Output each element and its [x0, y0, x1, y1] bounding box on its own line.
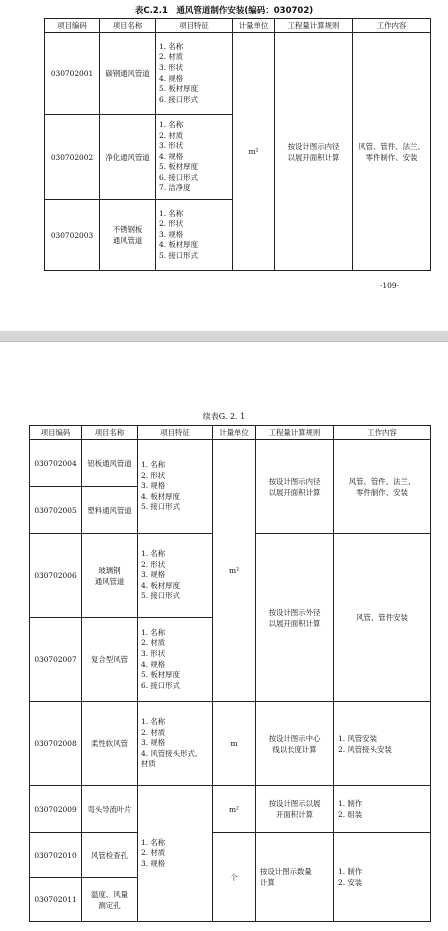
rule-text: 按设计图示以展 开面积计算 — [268, 799, 321, 819]
rule-text: 按设计图示中心 线以长度计算 — [268, 733, 321, 754]
item-unit: m² — [233, 33, 275, 271]
feature-line: 4. 规格 — [159, 151, 184, 161]
item-features — [156, 200, 233, 271]
item-rule — [256, 702, 334, 786]
header-unit: 计量单位 — [233, 19, 275, 33]
feature-line: 4. 板材厚度 — [141, 491, 180, 501]
item-name: 净化通风管道 — [100, 115, 156, 200]
work-text: 风管、管件安装 — [356, 613, 408, 622]
feature-line: 1. 名称 — [141, 627, 166, 637]
feature-line: 2. 材质 — [141, 638, 166, 648]
feature-line: 5. 板材厚度 — [159, 162, 198, 172]
header-name: 项目名称 — [82, 426, 138, 440]
table-row — [30, 833, 431, 878]
item-unit: 个 — [213, 833, 256, 922]
item-name: 碳钢通风管道 — [100, 33, 156, 115]
item-work — [353, 33, 431, 271]
item-rule — [256, 440, 334, 534]
rule-text: 按设计图示内径 以展开面积计算 — [287, 141, 340, 162]
feature-line: 1. 名称 — [159, 208, 184, 218]
item-rule — [275, 33, 353, 271]
table-row — [45, 33, 431, 115]
work-line: 2. 安装 — [338, 878, 363, 887]
page1-header-row — [45, 19, 431, 33]
page2-header-row — [30, 426, 431, 440]
rule-text: 按设计图示内径 以展开面积计算 — [268, 476, 321, 497]
feature-line: 3. 形状 — [159, 62, 184, 72]
item-work — [334, 534, 431, 702]
feature-line: 4. 规格 — [141, 659, 166, 669]
feature-line: 1. 名称 — [141, 717, 166, 727]
work-line: 1. 风管安装 — [338, 733, 377, 743]
header-name: 项目名称 — [100, 19, 156, 33]
feature-line: 3. 规格 — [141, 570, 166, 580]
feature-line: 2. 材质 — [159, 130, 184, 140]
feature-line: 3. 规格 — [159, 229, 184, 239]
item-name: 温度、风量 测定孔 — [82, 878, 138, 922]
item-unit: m — [213, 702, 256, 786]
feature-line: 4. 规格 — [159, 73, 184, 83]
item-code: 030702010 — [30, 833, 82, 878]
page-divider — [0, 331, 448, 341]
item-name: 风管检查孔 — [82, 833, 138, 878]
item-rule — [256, 786, 334, 833]
table-row — [30, 440, 431, 487]
feature-line: 2. 材质 — [141, 727, 166, 737]
item-name: 弯头导流叶片 — [82, 786, 138, 833]
item-work — [334, 833, 431, 922]
feature-line: 5. 接口形式 — [141, 591, 180, 601]
feature-line: 1. 名称 — [141, 549, 166, 559]
item-code: 030702009 — [30, 786, 82, 833]
work-line: 1. 制作 — [338, 867, 363, 876]
item-name: 不锈钢板 通风管道 — [100, 200, 156, 271]
rule-text: 按设计图示数量 计算 — [260, 867, 312, 887]
feature-line: 2. 形状 — [141, 559, 166, 569]
feature-line: 3. 规格 — [141, 481, 166, 491]
header-features: 项目特征 — [138, 426, 213, 440]
work-text: 风管、管件、法兰、 零件制作、安装 — [348, 476, 416, 497]
page-number: ·109· — [380, 281, 400, 290]
item-code: 030702006 — [30, 534, 82, 618]
item-work — [334, 440, 431, 534]
feature-line: 6. 接口形式 — [141, 680, 180, 690]
item-code: 030702003 — [45, 200, 100, 271]
item-features — [138, 534, 213, 618]
item-features — [138, 786, 213, 922]
work-text: 风管、管件、法兰、 零件制作、安装 — [358, 141, 425, 162]
item-work — [334, 702, 431, 786]
feature-line: 2. 形状 — [141, 470, 166, 480]
item-features — [156, 33, 233, 115]
table-row — [30, 702, 431, 786]
item-features — [138, 702, 213, 786]
item-code: 030702004 — [30, 440, 82, 487]
item-name: 塑料通风管道 — [82, 487, 138, 534]
feature-line: 3. 规格 — [141, 738, 166, 748]
item-code: 030702008 — [30, 702, 82, 786]
feature-line: 3. 形状 — [141, 648, 166, 658]
header-rule: 工程量计算规则 — [275, 19, 353, 33]
item-code: 030702011 — [30, 878, 82, 922]
feature-line: 2. 材质 — [159, 52, 184, 62]
item-code: 030702007 — [30, 618, 82, 702]
header-rule: 工程量计算规则 — [256, 426, 334, 440]
feature-line: 7. 洁净度 — [159, 183, 191, 193]
rule-text: 按设计图示外径 以展开面积计算 — [268, 607, 321, 628]
page2-title: 续表G. 2. 1 — [202, 412, 246, 421]
feature-line: 材质 — [141, 759, 156, 769]
feature-line: 2. 形状 — [159, 219, 184, 229]
item-code: 030702001 — [45, 33, 100, 115]
feature-line: 2. 材质 — [141, 848, 166, 858]
feature-line: 3. 规格 — [141, 858, 166, 868]
feature-line: 4. 风管接头形式、 — [141, 748, 203, 758]
feature-line: 5. 接口形式 — [159, 250, 198, 260]
item-features — [138, 618, 213, 702]
header-unit: 计量单位 — [213, 426, 256, 440]
feature-line: 1. 名称 — [159, 41, 184, 51]
item-rule — [256, 833, 334, 922]
work-line: 2. 组装 — [338, 810, 363, 819]
feature-line: 4. 板材厚度 — [159, 240, 198, 250]
feature-line: 4. 板材厚度 — [141, 580, 180, 590]
feature-line: 5. 板材厚度 — [141, 670, 180, 680]
item-code: 030702005 — [30, 487, 82, 534]
table-row — [30, 786, 431, 833]
item-unit: m² — [213, 440, 256, 702]
feature-line: 6. 接口形式 — [159, 94, 198, 104]
item-code: 030702002 — [45, 115, 100, 200]
item-features — [156, 115, 233, 200]
page1-title: 表C.2.1 通风管道制作安装(编码：030702) — [134, 6, 314, 16]
feature-line: 5. 接口形式 — [141, 502, 180, 512]
item-rule — [256, 534, 334, 702]
header-work: 工作内容 — [334, 426, 431, 440]
feature-line: 1. 名称 — [141, 460, 166, 470]
item-name: 复合型风管 — [82, 618, 138, 702]
page2-table — [29, 425, 431, 922]
feature-line: 5. 板材厚度 — [159, 84, 198, 94]
header-code: 项目编码 — [45, 19, 100, 33]
page-divider-edge — [0, 341, 448, 342]
feature-line: 6. 接口形式 — [159, 172, 198, 182]
item-unit: m² — [213, 786, 256, 833]
item-features — [138, 440, 213, 534]
feature-line: 1. 名称 — [159, 119, 184, 129]
work-line: 2. 风管接头安装 — [338, 744, 392, 754]
page1-table — [44, 18, 431, 271]
item-name: 铝板通风管道 — [82, 440, 138, 487]
feature-line: 3. 形状 — [159, 141, 184, 151]
header-work: 工作内容 — [353, 19, 431, 33]
feature-line: 1. 名称 — [141, 837, 166, 847]
item-work — [334, 786, 431, 833]
item-name: 玻璃钢 通风管道 — [82, 534, 138, 618]
header-code: 项目编码 — [30, 426, 82, 440]
item-name: 柔性软风管 — [82, 702, 138, 786]
work-line: 1. 制作 — [338, 799, 363, 808]
header-features: 项目特征 — [156, 19, 233, 33]
